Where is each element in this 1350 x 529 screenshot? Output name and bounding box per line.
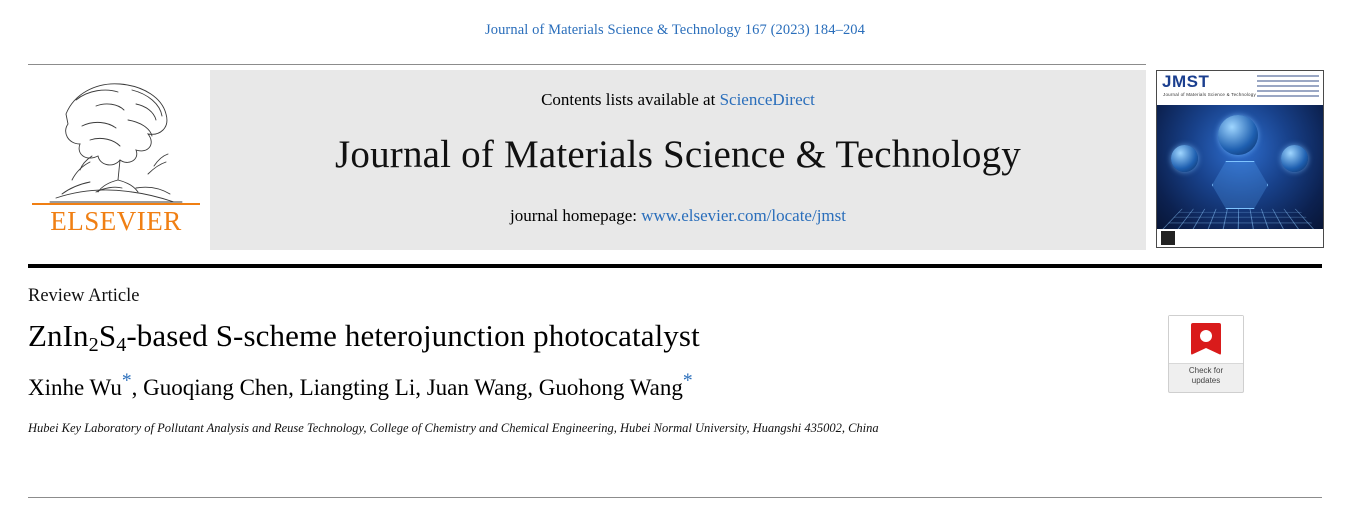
contents-line — [210, 90, 1146, 110]
elsevier-wordmark-rule — [32, 203, 200, 205]
crossmark-dot-icon — [1200, 330, 1212, 342]
author-list — [28, 370, 693, 401]
crossmark-line1: Check for — [1188, 366, 1224, 375]
crossmark-graphic — [1169, 316, 1243, 364]
page-title — [28, 318, 700, 357]
journal-band — [210, 70, 1146, 250]
cover-footer-mark — [1161, 231, 1175, 245]
contents-prefix: Contents lists available at — [541, 90, 720, 109]
title-subscript: 4 — [116, 334, 127, 357]
journal-homepage-link[interactable]: www.elsevier.com/locate/jmst — [641, 206, 846, 225]
elsevier-wordmark: ELSEVIER — [50, 206, 182, 236]
elsevier-tree-icon — [36, 70, 196, 208]
cover-footer — [1157, 229, 1323, 247]
header-thick-rule — [28, 264, 1322, 268]
title-segment: ZnIn — [28, 318, 89, 353]
journal-cover-thumbnail[interactable] — [1156, 70, 1324, 248]
homepage-prefix: journal homepage: — [510, 206, 642, 225]
cover-acronym: JMST — [1162, 72, 1210, 91]
journal-title: Journal of Materials Science & Technology — [335, 133, 1021, 176]
crossmark-badge[interactable] — [1168, 315, 1244, 393]
cover-subtitle: Journal of Materials Science & Technology — [1163, 92, 1256, 97]
cover-hexagon-icon — [1212, 161, 1268, 209]
journal-masthead — [28, 64, 1146, 251]
cover-header — [1157, 71, 1323, 105]
title-segment: S — [98, 318, 117, 353]
title-subscript: 2 — [88, 334, 99, 357]
cover-grid-icon — [1161, 209, 1318, 230]
article-bottom-rule — [28, 497, 1322, 498]
sciencedirect-link[interactable]: ScienceDirect — [719, 90, 815, 109]
homepage-line — [210, 206, 1146, 226]
cover-orb-icon — [1171, 145, 1198, 172]
crossmark-label — [1169, 366, 1243, 386]
crossmark-line2: updates — [1191, 376, 1221, 385]
cover-orb-icon — [1218, 115, 1258, 155]
masthead-top-rule — [28, 64, 1146, 65]
cover-orb-icon — [1281, 145, 1308, 172]
elsevier-logo — [28, 70, 204, 250]
running-head: Journal of Materials Science & Technology 167 (2023) 184–204 — [484, 22, 866, 38]
affiliation: Hubei Key Laboratory of Pollutant Analysis and Reuse Technology, College of Chemistry and Chemical Engineering, Hubei Normal University, Huangshi 435002, China — [28, 421, 879, 435]
cover-artwork — [1157, 105, 1323, 247]
title-segment: -based S-scheme heterojunction photocatalyst — [126, 318, 700, 353]
article-type-label: Review Article — [28, 286, 140, 306]
author-names: Xinhe Wu*, Guoqiang Chen, Liangting Li, Juan Wang, Guohong Wang* — [28, 370, 693, 400]
cover-header-lines — [1257, 75, 1319, 100]
